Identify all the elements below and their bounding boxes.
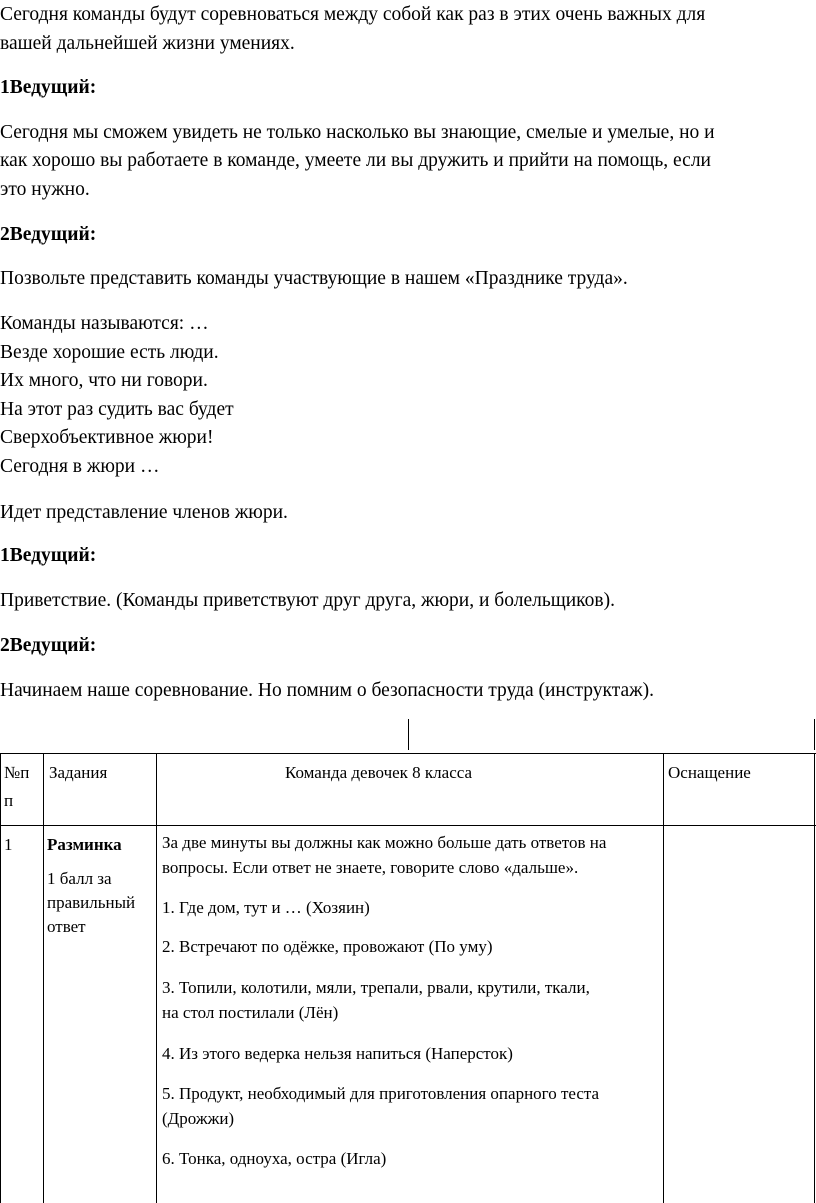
speech-2: Позвольте представить команды участвующие в нашем «Празднике труда». (0, 268, 628, 289)
contest-table (0, 753, 816, 1203)
verse (0, 310, 234, 482)
intro-line-1: Сегодня команды будут соревноваться между собой как раз в этих очень важных для (0, 4, 706, 25)
task-points: правильный (47, 893, 136, 912)
team-intro-line-1: За две минуты вы должны как можно больше дать ответов на (162, 833, 607, 852)
question-3-line-2: на стол постилали (Лён) (162, 1003, 339, 1022)
speech-1-line-3: это нужно. (0, 179, 90, 200)
verse-line: Их много, что ни говори. (0, 370, 208, 392)
verse-line: Сверхобъективное жюри! (0, 427, 214, 449)
table-line (814, 753, 815, 1203)
task-points: ответ (47, 917, 86, 936)
task-points: 1 балл за (47, 869, 112, 888)
verse-line: На этот раз судить вас будет (0, 398, 234, 420)
speaker-1-heading-2: 1Ведущий: (0, 545, 97, 566)
task-title: Разминка (47, 835, 122, 854)
table-line (0, 753, 816, 754)
row-number: 1 (4, 835, 13, 854)
table-line (0, 753, 1, 1203)
verse-line: Везде хорошие есть люди. (0, 341, 219, 363)
table-top-divider (408, 719, 409, 750)
question-5-line-2: (Дрожжи) (162, 1109, 235, 1128)
speaker-2-heading-2: 2Ведущий: (0, 635, 97, 656)
speaker-2-heading: 2Ведущий: (0, 224, 97, 245)
question-1: 1. Где дом, тут и … (Хозяин) (162, 898, 370, 917)
table-top-right-edge (814, 719, 815, 750)
table-line (0, 825, 816, 826)
table-line (156, 753, 157, 1203)
table-line (663, 753, 664, 1203)
start-line: Начинаем наше соревнование. Но помним о безопасности труда (инструктаж). (0, 680, 654, 701)
intro-line-2: вашей дальнейшей жизни умениях. (0, 33, 295, 54)
greeting: Приветствие. (Команды приветствуют друг друга, жюри, и болельщиков). (0, 590, 615, 611)
speaker-1-heading: 1Ведущий: (0, 77, 97, 98)
table-line (43, 753, 44, 1203)
question-6: 6. Тонка, одноуха, остра (Игла) (162, 1149, 387, 1168)
task-cell (47, 833, 135, 939)
question-5-line-1: 5. Продукт, необходимый для приготовления опарного теста (162, 1084, 600, 1103)
header-equipment: Оснащение (668, 763, 751, 782)
speech-1-line-1: Сегодня мы сможем увидеть не только насколько вы знающие, смелые и умелые, но и (0, 122, 715, 143)
question-2: 2. Встречают по одёжке, провожают (По уму) (162, 937, 493, 956)
speech-1-line-2: как хорошо вы работаете в команде, умеете ли вы дружить и прийти на помощь, если (0, 150, 711, 171)
question-3-line-1: 3. Топили, колотили, мяли, трепали, рвали, крутили, ткали, (162, 978, 590, 997)
question-4: 4. Из этого ведерка нельзя напиться (Наперсток) (162, 1044, 513, 1063)
team-intro-line-2: вопросы. Если ответ не знаете, говорите слово «дальше». (162, 858, 579, 877)
jury-intro: Идет представление членов жюри. (0, 502, 288, 523)
header-tasks: Задания (49, 763, 108, 782)
verse-line: Команды называются: … (0, 313, 209, 334)
verse-line: Сегодня в жюри … (0, 455, 160, 477)
header-team: Команда девочек 8 класса (285, 763, 473, 782)
header-number: №п п (4, 763, 30, 810)
